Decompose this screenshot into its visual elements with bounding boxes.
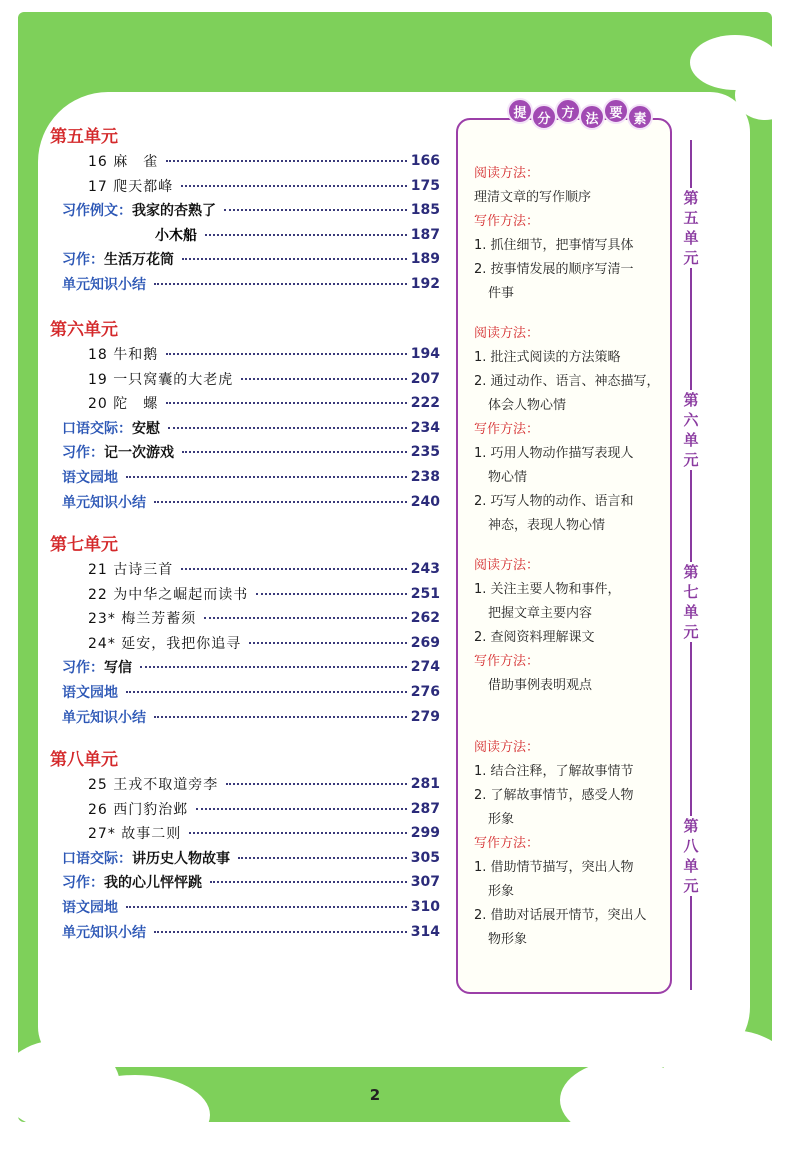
row-page-number: 310: [410, 899, 440, 915]
toc-row[interactable]: [88, 822, 440, 844]
vertical-unit-char: 元: [683, 451, 699, 469]
row-label: 26 西门豹治邺: [88, 801, 189, 818]
leader-dots: [189, 832, 407, 834]
method-heading: 阅读方法：: [474, 740, 540, 755]
leader-dots: [140, 666, 407, 668]
toc-row[interactable]: [88, 368, 440, 390]
row-text: 记一次游戏: [104, 445, 174, 462]
row-page-number: 207: [410, 370, 440, 387]
row-text: 生活万花筒: [104, 252, 174, 269]
row-page-number: 262: [410, 610, 440, 627]
toc-row[interactable]: [62, 706, 440, 728]
row-label: [62, 249, 178, 269]
toc-row[interactable]: [88, 150, 440, 172]
leader-dots: [166, 160, 407, 162]
toc-row[interactable]: [155, 224, 440, 246]
vertical-unit-char: 七: [683, 583, 699, 601]
row-page-number: 192: [410, 276, 440, 292]
method-heading: 写作方法：: [474, 836, 540, 851]
toc-row[interactable]: [88, 798, 440, 820]
row-page-number: 251: [410, 585, 440, 602]
toc-row[interactable]: [62, 441, 440, 463]
row-page-number: 287: [410, 800, 440, 817]
leader-dots: [238, 857, 407, 859]
method-text: 2. 借助对话展开情节，突出人: [474, 908, 647, 923]
row-tag: 单元知识小结: [62, 709, 146, 726]
toc-row[interactable]: [88, 343, 440, 365]
method-text: 神态，表现人物心情: [488, 518, 606, 533]
method-heading: 写作方法：: [474, 654, 540, 669]
method-text: 形象: [488, 884, 515, 899]
row-label: [62, 418, 164, 438]
row-tag: 习作例文：: [62, 203, 132, 220]
leader-dots: [249, 642, 407, 644]
method-heading: 写作方法：: [474, 422, 540, 437]
method-heading: 阅读方法：: [474, 326, 540, 341]
toc-row[interactable]: [62, 656, 440, 678]
unit-title: 第八单元: [50, 750, 118, 770]
method-text: 理清文章的写作顺序: [474, 190, 592, 205]
method-text: 2. 了解故事情节，感受人物: [474, 788, 634, 803]
header-char: 方: [555, 98, 581, 124]
unit-title: 第六单元: [50, 320, 118, 340]
method-text: 1. 批注式阅读的方法策略: [474, 350, 621, 365]
leader-dots: [168, 427, 407, 429]
leader-dots: [166, 353, 407, 355]
row-tag: 语文园地: [62, 685, 118, 701]
row-label: [62, 897, 122, 917]
toc-row[interactable]: [88, 632, 440, 654]
row-page-number: 307: [410, 874, 440, 891]
vertical-unit-char: 元: [683, 623, 699, 641]
row-page-number: 243: [410, 561, 440, 577]
toc-row[interactable]: [62, 199, 440, 221]
row-page-number: 234: [410, 419, 440, 436]
row-page-number: 238: [410, 469, 440, 485]
row-tag: 习作：: [62, 875, 104, 892]
row-label: 23* 梅兰芳蓄须: [88, 611, 197, 628]
leader-dots: [205, 234, 407, 236]
row-page-number: 269: [410, 634, 440, 651]
row-text: 我的心儿怦怦跳: [104, 875, 202, 892]
leader-dots: [204, 617, 407, 619]
row-page-number: 240: [410, 493, 440, 510]
method-text: 2. 通过动作、语言、神态描写，: [474, 374, 660, 389]
row-tag: 习作：: [62, 252, 104, 269]
row-page-number: 279: [410, 708, 440, 725]
toc-row[interactable]: [62, 273, 440, 295]
row-tag: 语文园地: [62, 470, 118, 486]
method-heading: 阅读方法：: [474, 558, 540, 573]
row-page-number: 166: [410, 153, 440, 169]
leader-dots: [226, 783, 407, 785]
leader-dots: [126, 691, 407, 693]
row-label: [62, 682, 122, 702]
row-page-number: 189: [410, 251, 440, 268]
row-label: 21 古诗三首: [88, 562, 174, 578]
vertical-unit-char: 单: [683, 229, 699, 247]
vertical-unit-char: 单: [683, 431, 699, 449]
row-label: [62, 657, 136, 677]
method-text: 把握文章主要内容: [488, 606, 593, 621]
leader-dots: [126, 906, 407, 908]
row-page-number: 276: [410, 684, 440, 700]
row-page-number: 222: [410, 395, 440, 412]
panel-header: [507, 98, 655, 130]
header-char: 法: [579, 104, 605, 130]
leader-dots: [154, 283, 407, 285]
method-text: 体会人物心情: [488, 398, 567, 413]
row-page-number: 299: [410, 825, 440, 842]
method-text: 1. 借助情节描写，突出人物: [474, 860, 634, 875]
method-text: 1. 关注主要人物和事件，: [474, 582, 621, 597]
row-label: 19 一只窝囊的大老虎: [88, 371, 234, 388]
leader-dots: [181, 568, 407, 570]
vertical-unit-label: [678, 390, 704, 470]
method-text: 物心情: [488, 470, 528, 485]
row-tag: 语文园地: [62, 900, 118, 916]
vertical-unit-char: 八: [683, 837, 699, 855]
toc-row[interactable]: [62, 417, 440, 439]
row-label: 16 麻 雀: [88, 154, 159, 170]
vertical-unit-char: 六: [683, 411, 699, 429]
leader-dots: [166, 402, 407, 404]
header-char: 提: [507, 98, 533, 124]
row-label: [62, 707, 150, 727]
row-label: 18 牛和鹅: [88, 347, 159, 363]
method-text: 件事: [488, 286, 515, 301]
toc-row[interactable]: [88, 583, 440, 605]
method-text: 2. 查阅资料理解课文: [474, 630, 595, 645]
method-heading: 写作方法：: [474, 214, 540, 229]
cloud-decoration: [60, 1075, 210, 1155]
toc-row[interactable]: [88, 558, 440, 580]
row-page-number: 175: [410, 177, 440, 194]
method-text: 物形象: [488, 932, 528, 947]
leader-dots: [182, 451, 407, 453]
header-char: 分: [531, 104, 557, 130]
leader-dots: [196, 808, 407, 810]
row-tag: 单元知识小结: [62, 277, 146, 293]
row-label: [62, 492, 150, 512]
row-tag: 口语交际：: [62, 420, 132, 437]
page-number: 2: [369, 1086, 381, 1104]
row-tag: 习作：: [62, 660, 104, 677]
leader-dots: [154, 501, 407, 503]
header-char: 素: [627, 104, 653, 130]
row-label: [62, 467, 122, 487]
toc-row[interactable]: [62, 681, 440, 703]
header-char: 要: [603, 98, 629, 124]
row-label: [62, 922, 150, 942]
row-page-number: 281: [410, 776, 440, 792]
vertical-unit-label: [678, 562, 704, 642]
row-label: 27* 故事二则: [88, 826, 182, 843]
method-heading: 阅读方法：: [474, 166, 540, 181]
toc-row[interactable]: [88, 175, 440, 197]
row-label: [62, 200, 220, 220]
method-text: 形象: [488, 812, 515, 827]
method-text: 2. 按事情发展的顺序写清一: [474, 262, 634, 277]
unit-title: 第七单元: [50, 535, 118, 555]
leader-dots: [224, 209, 407, 211]
unit-title: 第五单元: [50, 127, 118, 147]
leader-dots: [182, 258, 407, 260]
row-text: 我家的杏熟了: [132, 203, 216, 220]
toc-row[interactable]: [88, 773, 440, 795]
row-page-number: 305: [410, 849, 440, 866]
row-text: 安慰: [132, 420, 160, 437]
row-page-number: 194: [410, 346, 440, 362]
vertical-unit-char: 元: [683, 877, 699, 895]
toc-row[interactable]: [62, 466, 440, 488]
row-label: [62, 872, 206, 892]
leader-dots: [154, 716, 407, 718]
row-label: [62, 442, 178, 462]
leader-dots: [126, 476, 407, 478]
method-text: 1. 巧用人物动作描写表现人: [474, 446, 634, 461]
toc-row[interactable]: [62, 871, 440, 893]
row-page-number: 274: [410, 659, 440, 676]
row-label: 小木船: [155, 227, 197, 244]
row-tag: 口语交际：: [62, 850, 132, 867]
row-page-number: 187: [410, 226, 440, 243]
vertical-unit-label: [678, 188, 704, 268]
row-tag: 单元知识小结: [62, 924, 146, 941]
row-label: 17 爬天都峰: [88, 178, 174, 195]
vertical-unit-char: 五: [683, 209, 699, 227]
method-text: 借助事例表明观点: [488, 678, 593, 693]
toc-row[interactable]: [88, 607, 440, 629]
leader-dots: [181, 185, 407, 187]
row-label: 20 陀 螺: [88, 396, 159, 413]
vertical-unit-label: [678, 816, 704, 896]
method-text: 1. 抓住细节，把事情写具体: [474, 238, 634, 253]
row-label: 25 王戎不取道旁李: [88, 777, 219, 793]
leader-dots: [210, 881, 407, 883]
toc-row[interactable]: [62, 248, 440, 270]
leader-dots: [241, 378, 407, 380]
row-label: [62, 848, 234, 868]
row-label: 22 为中华之崛起而读书: [88, 586, 249, 603]
toc-row[interactable]: [88, 392, 440, 414]
toc-row[interactable]: [62, 847, 440, 869]
vertical-unit-char: 第: [683, 563, 699, 581]
row-tag: 习作：: [62, 445, 104, 462]
row-page-number: 235: [410, 444, 440, 461]
vertical-unit-char: 单: [683, 603, 699, 621]
row-text: 写信: [104, 660, 132, 677]
vertical-unit-char: 第: [683, 189, 699, 207]
row-page-number: 185: [410, 202, 440, 219]
vertical-unit-char: 单: [683, 857, 699, 875]
row-page-number: 314: [410, 923, 440, 940]
method-text: 2. 巧写人物的动作、语言和: [474, 494, 634, 509]
row-label: 24* 延安，我把你追寻: [88, 635, 242, 652]
leader-dots: [154, 931, 407, 933]
toc-row[interactable]: [62, 921, 440, 943]
vertical-unit-char: 第: [683, 391, 699, 409]
row-label: [62, 274, 150, 294]
method-text: 1. 结合注释，了解故事情节: [474, 764, 634, 779]
toc-row[interactable]: [62, 491, 440, 513]
row-text: 讲历史人物故事: [132, 850, 230, 867]
row-tag: 单元知识小结: [62, 494, 146, 511]
vertical-unit-char: 元: [683, 249, 699, 267]
vertical-unit-char: 第: [683, 817, 699, 835]
toc-row[interactable]: [62, 896, 440, 918]
leader-dots: [256, 593, 407, 595]
